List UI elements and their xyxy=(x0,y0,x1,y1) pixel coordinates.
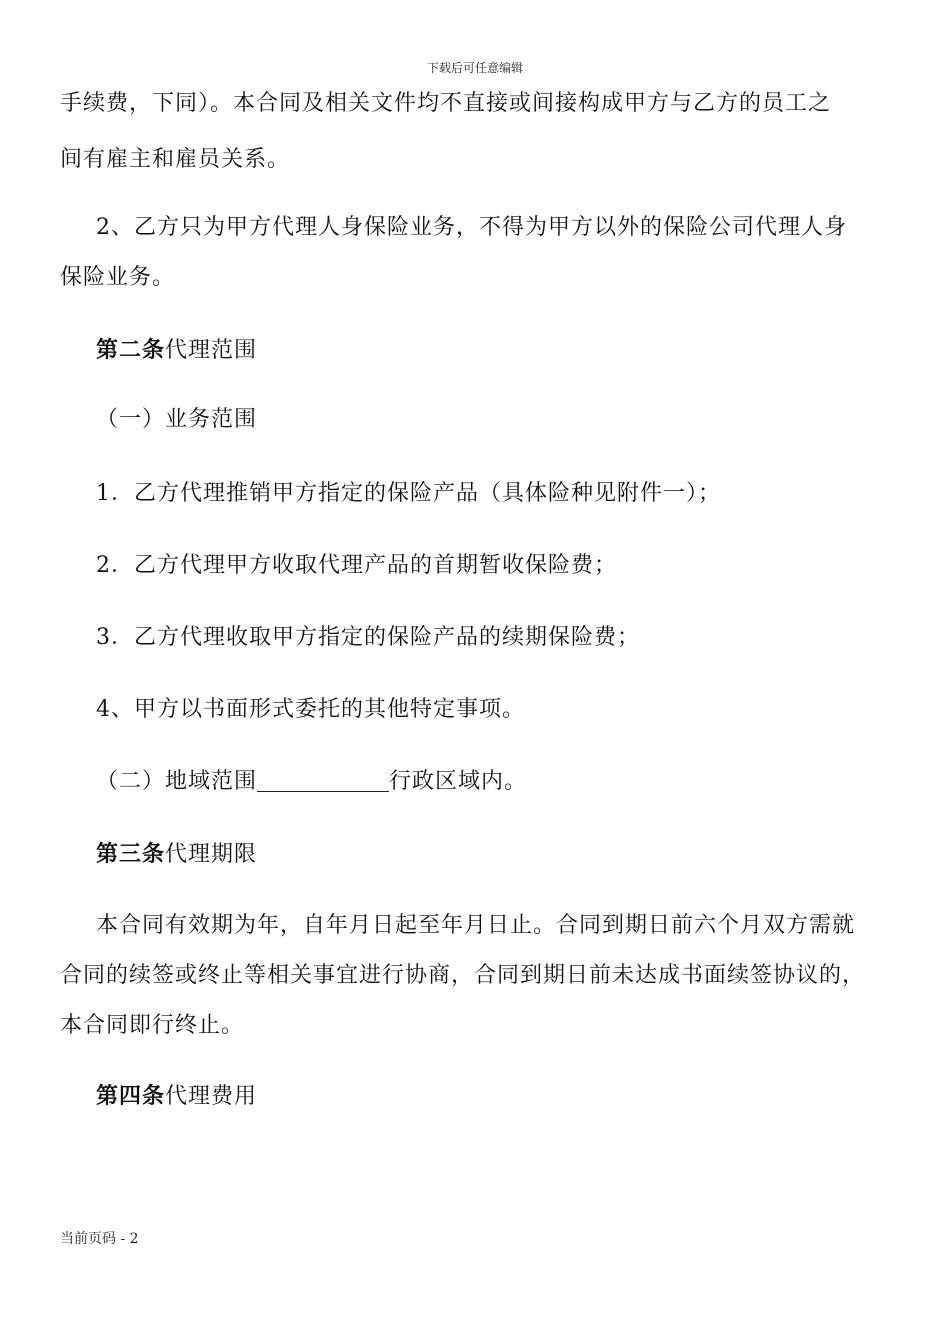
list-item: 2．乙方代理甲方收取代理产品的首期暂收保险费； xyxy=(96,553,617,578)
article-2-heading xyxy=(96,328,890,373)
list-item: 1．乙方代理推销甲方指定的保险产品（具体险种见附件一）； xyxy=(96,481,721,506)
body-line: 本合同即行终止。 xyxy=(60,1013,245,1038)
article-2-number: 第二条 xyxy=(96,337,166,363)
body-line: 本合同有效期为年，自年月日起至年月日止。合同到期日前六个月双方需就 xyxy=(96,913,856,938)
section-2-suffix: 行政区域内。 xyxy=(389,769,528,794)
page-number: 当前页码 - 2 xyxy=(60,1231,139,1247)
article-3-heading xyxy=(96,832,890,877)
body-line: 合同的续签或终止等相关事宜进行协商，合同到期日前未达成书面续签协议的， xyxy=(60,963,866,988)
body-line: 手续费，下同）。本合同及相关文件均不直接或间接构成甲方与乙方的员工之 xyxy=(60,91,832,116)
article-3-number: 第三条 xyxy=(96,841,166,867)
section-1-heading: （一）业务范围 xyxy=(96,407,258,432)
article-4-heading xyxy=(96,1074,890,1119)
article-4-number: 第四条 xyxy=(96,1083,166,1109)
list-item: 3．乙方代理收取甲方指定的保险产品的续期保险费； xyxy=(96,625,640,650)
clause-2: 2、乙方只为甲方代理人身保险业务，不得为甲方以外的保险公司代理人身 xyxy=(96,215,847,240)
article-2-title: 代理范围 xyxy=(165,338,258,363)
article-4-title: 代理费用 xyxy=(165,1084,258,1109)
section-2-heading xyxy=(96,760,890,804)
page-header: 下载后可任意编辑 xyxy=(426,61,523,75)
list-item: 4、甲方以书面形式委托的其他特定事项。 xyxy=(96,697,525,722)
article-3-title: 代理期限 xyxy=(165,842,258,867)
body-line: 间有雇主和雇员关系。 xyxy=(60,147,291,172)
body-line: 保险业务。 xyxy=(60,265,176,290)
fill-in-blank xyxy=(257,765,389,792)
section-2-prefix: （二）地域范围 xyxy=(96,769,258,794)
